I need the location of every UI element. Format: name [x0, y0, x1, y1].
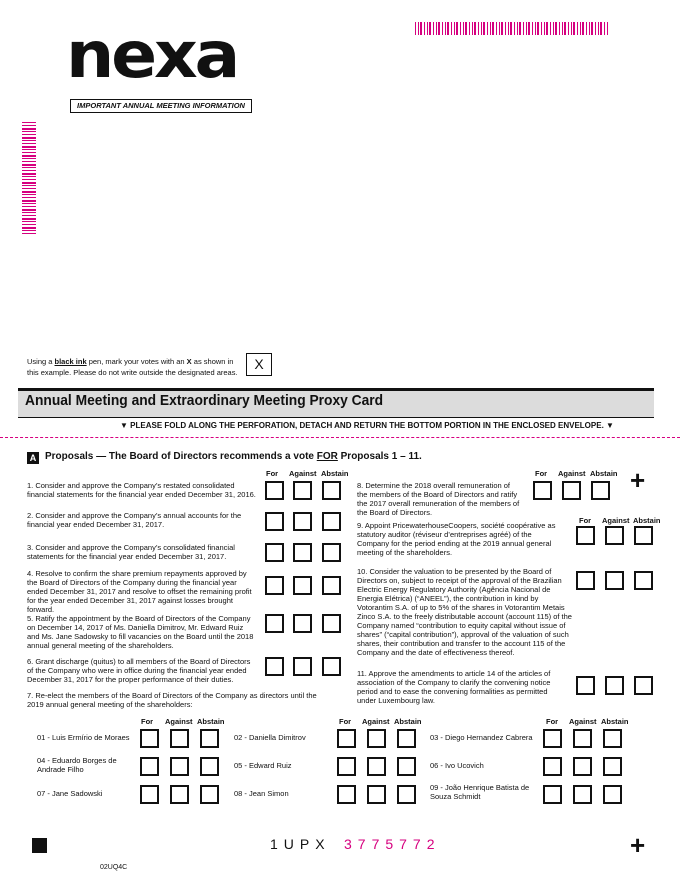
- vote-against-checkbox[interactable]: [170, 729, 189, 748]
- proposal-10: 10. Consider the valuation to be presented by the Board of Directors on, subject to receipt of the approval of the Brazilian Electric Energy Regulatory Authority (Agência Nacional de Energia Elétrica) (“ANEEL”), the contribution in kind by Votorantim S.A. of up to 5% of the shares in Votorantim Metais Zinco S.A. to the freely distributable account (account 115) of the Company named “contribution to equity capital without issue of shares” (“capital contribution”), approval of the valuation of such shares, their contribution and transfer to the account 115 of the Company and the date of effectiveness thereof.: [357, 567, 572, 657]
- footer-code: 02UQ4C: [100, 864, 128, 871]
- vote-abstain-checkbox[interactable]: [397, 757, 416, 776]
- nexa-logo: nexa: [66, 19, 238, 93]
- header-against: Against: [362, 717, 390, 726]
- vote-for-checkbox[interactable]: [265, 657, 284, 676]
- proposal-5: 5. Ratify the appointment by the Board of Directors of the Company on December 14, 2017 of Ms. Daniella Dimitrov, Mr. Edward Ruiz and Ms. Jane Sadowsky to fill vacancies on the Board until the 2018 annual general meeting of the shareholders.: [27, 614, 254, 650]
- vote-abstain-checkbox[interactable]: [603, 757, 622, 776]
- vote-against-checkbox[interactable]: [170, 757, 189, 776]
- vote-abstain-checkbox[interactable]: [397, 729, 416, 748]
- vote-against-checkbox[interactable]: [605, 571, 624, 590]
- vote-abstain-checkbox[interactable]: [634, 676, 653, 695]
- vote-abstain-checkbox[interactable]: [397, 785, 416, 804]
- vote-against-checkbox[interactable]: [293, 512, 312, 531]
- vote-abstain-checkbox[interactable]: [634, 571, 653, 590]
- registration-square: [32, 838, 47, 853]
- vote-against-checkbox[interactable]: [367, 729, 386, 748]
- header-against: Against: [289, 469, 317, 478]
- director-01: 01 - Luis Ermírio de Moraes: [37, 733, 130, 742]
- meeting-info-label: IMPORTANT ANNUAL MEETING INFORMATION: [70, 99, 252, 113]
- vote-abstain-checkbox[interactable]: [603, 785, 622, 804]
- perforation-line: [0, 437, 680, 438]
- proposal-4: 4. Resolve to confirm the share premium repayments approved by the Board of Directors of the Company during the financial year ended December 31, 2017 and resolve to offset the remaining profit for the year ended December 31, 2017 against losses brought forward.: [27, 569, 252, 614]
- proposal-9: 9. Appoint PricewaterhouseCoopers, société coopérative as statutory auditor (réviseur d’entreprises agréé) of the Company for the period ending at the 2019 annual general meeting of the shareholders.: [357, 521, 556, 557]
- header-against: Against: [602, 516, 630, 525]
- vote-for-checkbox[interactable]: [265, 543, 284, 562]
- header-for: For: [535, 469, 548, 478]
- vote-for-checkbox[interactable]: [543, 729, 562, 748]
- proposal-8: 8. Determine the 2018 overall remuneration of the members of the Board of Directors and ratify the 2017 overall remuneration of the members of the Board of Directors.: [357, 481, 520, 517]
- vote-abstain-checkbox[interactable]: [322, 576, 341, 595]
- header-abstain: Abstain: [321, 469, 349, 478]
- proposal-2: 2. Consider and approve the Company’s annual accounts for the financial year ended December 31, 2017.: [27, 511, 242, 529]
- proposal-3: 3. Consider and approve the Company’s consolidated financial statements for the financial year ended December 31, 2017.: [27, 543, 235, 561]
- proposal-1: 1. Consider and approve the Company’s restated consolidated financial statements for the financial year ended December 31, 2016.: [27, 481, 256, 499]
- instr-black-ink: black ink: [54, 357, 87, 366]
- vote-against-checkbox[interactable]: [562, 481, 581, 500]
- vote-abstain-checkbox[interactable]: [322, 614, 341, 633]
- header-for: For: [579, 516, 592, 525]
- vote-abstain-checkbox[interactable]: [322, 657, 341, 676]
- fold-note-text: PLEASE FOLD ALONG THE PERFORATION, DETACH AND RETURN THE BOTTOM PORTION IN THE ENCLOSED ENVELOPE.: [130, 421, 604, 430]
- instr-x: X: [186, 357, 192, 366]
- vote-for-checkbox[interactable]: [265, 576, 284, 595]
- header-for: For: [266, 469, 279, 478]
- vote-abstain-checkbox[interactable]: [200, 757, 219, 776]
- header-against: Against: [569, 717, 597, 726]
- vote-for-checkbox[interactable]: [576, 526, 595, 545]
- vote-abstain-checkbox[interactable]: [322, 543, 341, 562]
- vote-for-checkbox[interactable]: [265, 481, 284, 500]
- header-abstain: Abstain: [197, 717, 225, 726]
- vote-abstain-checkbox[interactable]: [634, 526, 653, 545]
- header-for: For: [339, 717, 352, 726]
- plus-mark: +: [630, 830, 646, 860]
- vote-against-checkbox[interactable]: [293, 481, 312, 500]
- vote-against-checkbox[interactable]: [367, 757, 386, 776]
- instr-mid: pen, mark your votes with an: [86, 357, 187, 366]
- vote-against-checkbox[interactable]: [293, 576, 312, 595]
- form-code: 1UPX: [270, 836, 331, 852]
- vote-for-checkbox[interactable]: [543, 757, 562, 776]
- vote-abstain-checkbox[interactable]: [200, 785, 219, 804]
- vote-against-checkbox[interactable]: [293, 543, 312, 562]
- vote-for-checkbox[interactable]: [576, 571, 595, 590]
- top-barcode: [415, 22, 608, 35]
- example-mark-box: X: [246, 353, 272, 376]
- section-title: [45, 451, 422, 462]
- vote-for-checkbox[interactable]: [337, 729, 356, 748]
- vote-against-checkbox[interactable]: [573, 757, 592, 776]
- vote-for-checkbox[interactable]: [533, 481, 552, 500]
- vote-for-checkbox[interactable]: [337, 785, 356, 804]
- director-08: 08 - Jean Simon: [234, 789, 289, 798]
- director-05: 05 - Edward Ruiz: [234, 761, 292, 770]
- vote-for-checkbox[interactable]: [265, 512, 284, 531]
- director-02: 02 - Daniella Dimitrov: [234, 733, 306, 742]
- section-letter: A: [27, 452, 39, 464]
- header-abstain: Abstain: [590, 469, 618, 478]
- vote-abstain-checkbox[interactable]: [200, 729, 219, 748]
- vote-against-checkbox[interactable]: [367, 785, 386, 804]
- vote-for-checkbox[interactable]: [265, 614, 284, 633]
- fold-instruction: ▼ PLEASE FOLD ALONG THE PERFORATION, DETACH AND RETURN THE BOTTOM PORTION IN THE ENCLOSED ENVELOPE. ▼: [120, 421, 614, 430]
- header-against: Against: [558, 469, 586, 478]
- header-against: Against: [165, 717, 193, 726]
- proposal-7: 7. Re-elect the members of the Board of Directors of the Company as directors until the 2019 annual general meeting of the shareholders:: [27, 691, 317, 709]
- instr-post: as shown in this example. Please do not write outside the designated areas.: [27, 357, 238, 377]
- left-barcode: [22, 121, 36, 234]
- director-06: 06 - Ivo Ucovich: [430, 761, 484, 770]
- director-04: 04 - Eduardo Borges de Andrade Filho: [37, 756, 117, 774]
- vote-against-checkbox[interactable]: [170, 785, 189, 804]
- instr-pre: Using a: [27, 357, 55, 366]
- header-for: For: [141, 717, 154, 726]
- vote-for-checkbox[interactable]: [576, 676, 595, 695]
- vote-for-checkbox[interactable]: [337, 757, 356, 776]
- vote-against-checkbox[interactable]: [605, 676, 624, 695]
- director-03: 03 - Diego Hernandez Cabrera: [430, 733, 533, 742]
- vote-abstain-checkbox[interactable]: [591, 481, 610, 500]
- header-for: For: [546, 717, 559, 726]
- plus-mark: +: [630, 465, 646, 495]
- director-07: 07 - Jane Sadowski: [37, 789, 103, 798]
- vote-for-checkbox[interactable]: [140, 729, 159, 748]
- marking-instructions: [27, 356, 242, 378]
- account-code: 3775772: [344, 836, 441, 852]
- card-title: Annual Meeting and Extraordinary Meeting Proxy Card: [25, 392, 384, 409]
- vote-against-checkbox[interactable]: [605, 526, 624, 545]
- vote-abstain-checkbox[interactable]: [322, 481, 341, 500]
- header-abstain: Abstain: [394, 717, 422, 726]
- section-title-for: FOR: [316, 451, 338, 462]
- vote-abstain-checkbox[interactable]: [322, 512, 341, 531]
- vote-for-checkbox[interactable]: [543, 785, 562, 804]
- vote-against-checkbox[interactable]: [573, 729, 592, 748]
- director-09: 09 - João Henrique Batista de Souza Schmidt: [430, 783, 530, 801]
- header-abstain: Abstain: [601, 717, 629, 726]
- proposal-11: 11. Approve the amendments to article 14 of the articles of association of the Company to clarify the convening notice period and to ease the convening formalities as permitted under Luxembourg law.: [357, 669, 551, 705]
- vote-against-checkbox[interactable]: [293, 614, 312, 633]
- header-abstain: Abstain: [633, 516, 661, 525]
- vote-for-checkbox[interactable]: [140, 785, 159, 804]
- proposal-6: 6. Grant discharge (quitus) to all members of the Board of Directors of the Company who were in office during the financial year ended December 31, 2017 for the proper performance of their duties.: [27, 657, 251, 684]
- vote-for-checkbox[interactable]: [140, 757, 159, 776]
- section-title-post: Proposals 1 – 11.: [337, 451, 422, 462]
- section-title-pre: Proposals — The Board of Directors recommends a vote: [45, 451, 317, 462]
- vote-against-checkbox[interactable]: [573, 785, 592, 804]
- vote-abstain-checkbox[interactable]: [603, 729, 622, 748]
- vote-against-checkbox[interactable]: [293, 657, 312, 676]
